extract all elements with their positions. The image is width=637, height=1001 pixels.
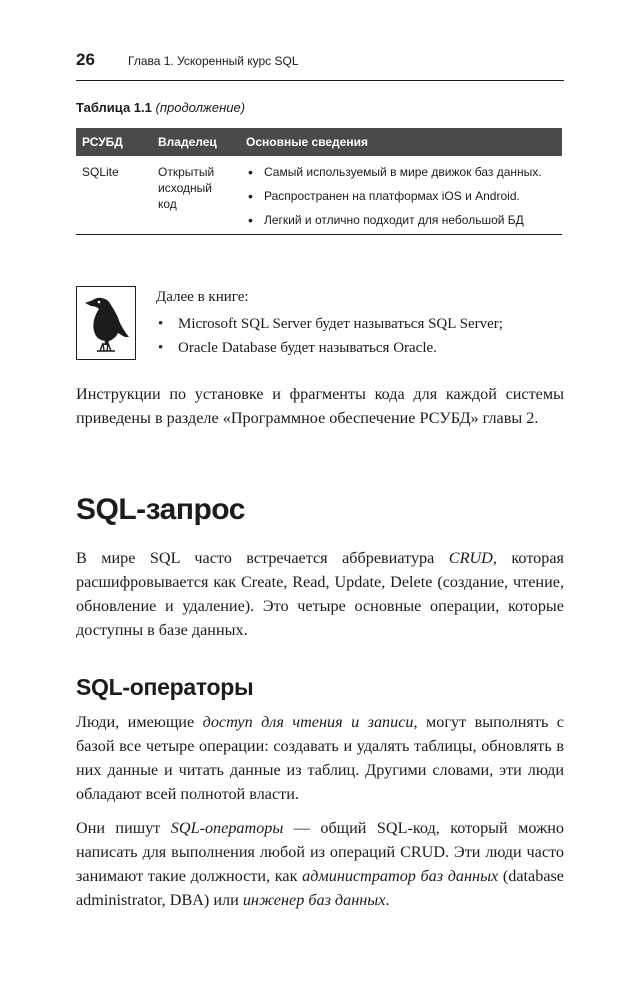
paragraph-crud <box>76 546 564 642</box>
term-crud: CRUD <box>448 549 493 567</box>
chapter-title: Глава 1. Ускоренный курс SQL <box>128 54 299 68</box>
cell-details <box>240 156 562 235</box>
table-caption-number: Таблица 1.1 <box>76 100 152 115</box>
section-heading-sql-operators: SQL-операторы <box>76 674 254 700</box>
table-header-row <box>76 128 562 156</box>
crow-icon <box>76 286 136 360</box>
section-heading-sql-query: SQL-запрос <box>76 493 245 526</box>
table-row <box>76 156 562 235</box>
text-run: В мире SQL часто встречается аббревиатура <box>76 549 449 567</box>
list-item: • Легкий и отлично подходит для небольшой БД <box>246 212 556 228</box>
note-body <box>156 286 556 360</box>
text-run: , могут выполнять с базой все четыре операции: создавать и удалять таблицы, обновлять в них данные и читать данные из таблиц. Другими словами, эти люди обладают всей полнотой власти. <box>76 713 564 803</box>
note-list <box>156 312 556 360</box>
text-run: Люди, имеющие <box>76 713 203 731</box>
text-run: Они пишут <box>76 819 171 837</box>
term-db-engineer: инженер баз данных <box>242 891 386 909</box>
term-sql-statements: SQL-операторы <box>170 819 284 837</box>
table-caption-continued: (продолжение) <box>155 100 246 115</box>
term-dba: администратор баз данных <box>302 867 499 885</box>
rdbms-table <box>76 128 562 235</box>
note-intro: Далее в книге: <box>156 289 249 305</box>
cell-rdbms: SQLite <box>76 156 152 235</box>
column-header-rdbms: РСУБД <box>76 128 152 156</box>
text-run: — общий SQL-код, который можно написать для выполнения любой из операций CRUD. Эти люди часто занимают такие должности, как <box>76 819 564 885</box>
text-run: . <box>385 891 390 909</box>
column-header-owner: Владелец <box>152 128 240 156</box>
page-number: 26 <box>76 50 95 69</box>
table-caption <box>76 100 245 115</box>
list-item: • Microsoft SQL Server будет называться SQL Server; <box>156 312 556 336</box>
paragraph-sql-statements <box>76 816 564 912</box>
running-header <box>76 50 564 81</box>
paragraph-install: Инструкции по установке и фрагменты кода для каждой системы приведены в разделе «Программное обеспечение РСУБД» главы 2. <box>76 385 564 427</box>
paragraph-access <box>76 710 564 806</box>
column-header-details: Основные сведения <box>240 128 562 156</box>
text-run: (database administrator, DBA) или <box>76 867 564 909</box>
list-item: • Распространен на платформах iOS и Android. <box>246 188 556 204</box>
cell-owner: Открытый исходный код <box>152 156 240 235</box>
note-block <box>76 286 564 366</box>
term-read-write-access: доступ для чтения и записи <box>202 713 414 731</box>
details-list <box>246 164 556 228</box>
list-item: • Oracle Database будет называться Oracle. <box>156 336 556 360</box>
text-run: , которая расшифровывается как Create, Read, Update, Delete (создание, чтение, обновление и удаление). Это четыре основные операции, которые доступны в базе данных. <box>76 549 564 639</box>
list-item: • Самый используемый в мире движок баз данных. <box>246 164 556 180</box>
